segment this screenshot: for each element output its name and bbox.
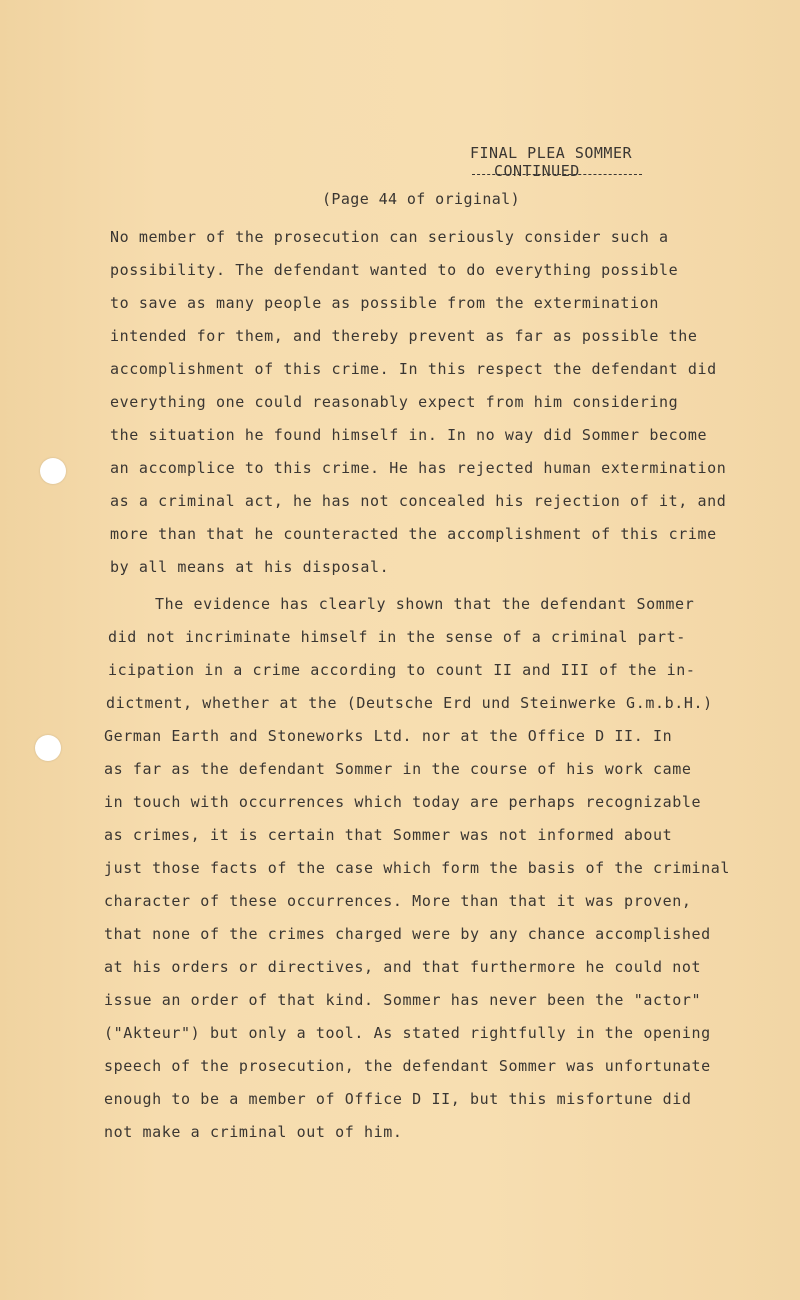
text-line: accomplishment of this crime. In this respect the defendant did xyxy=(110,360,717,378)
header-underline xyxy=(472,174,642,175)
text-line: issue an order of that kind. Sommer has never been the "actor" xyxy=(104,991,702,1009)
header-title: FINAL PLEA SOMMER xyxy=(470,144,633,162)
text-line: not make a criminal out of him. xyxy=(104,1123,403,1141)
text-line: that none of the crimes charged were by any chance accomplished xyxy=(104,925,711,943)
text-line: did not incriminate himself in the sense of a criminal part- xyxy=(108,628,686,646)
text-line: intended for them, and thereby prevent as far as possible the xyxy=(110,327,698,345)
text-line: to save as many people as possible from the extermination xyxy=(110,294,659,312)
punch-hole-lower xyxy=(35,735,61,761)
text-line: everything one could reasonably expect from him considering xyxy=(110,393,679,411)
text-line: an accomplice to this crime. He has rejected human extermination xyxy=(110,459,727,477)
text-line: as far as the defendant Sommer in the course of his work came xyxy=(104,760,692,778)
text-line: character of these occurrences. More than that it was proven, xyxy=(104,892,692,910)
text-line: The evidence has clearly shown that the defendant Sommer xyxy=(155,595,695,613)
text-line: dictment, whether at the (Deutsche Erd und Steinwerke G.m.b.H.) xyxy=(106,694,713,712)
text-line: just those facts of the case which form the basis of the criminal xyxy=(104,859,730,877)
punch-hole-upper xyxy=(40,458,66,484)
text-line: at his orders or directives, and that furthermore he could not xyxy=(104,958,702,976)
text-line: as a criminal act, he has not concealed his rejection of it, and xyxy=(110,492,727,510)
text-line: icipation in a crime according to count II and III of the in- xyxy=(108,661,696,679)
text-line: German Earth and Stoneworks Ltd. nor at the Office D II. In xyxy=(104,727,673,745)
text-line: more than that he counteracted the accomplishment of this crime xyxy=(110,525,717,543)
text-line: the situation he found himself in. In no way did Sommer become xyxy=(110,426,708,444)
text-line: speech of the prosecution, the defendant Sommer was unfortunate xyxy=(104,1057,711,1075)
original-page-reference: (Page 44 of original) xyxy=(322,190,521,208)
text-line: by all means at his disposal. xyxy=(110,558,390,576)
text-line: enough to be a member of Office D II, but this misfortune did xyxy=(104,1090,692,1108)
text-line: possibility. The defendant wanted to do everything possible xyxy=(110,261,679,279)
text-line: in touch with occurrences which today are perhaps recognizable xyxy=(104,793,702,811)
text-line: as crimes, it is certain that Sommer was not informed about xyxy=(104,826,673,844)
text-line: No member of the prosecution can seriously consider such a xyxy=(110,228,669,246)
text-line: ("Akteur") but only a tool. As stated rightfully in the opening xyxy=(104,1024,711,1042)
header-subtitle: CONTINUED xyxy=(494,162,580,180)
